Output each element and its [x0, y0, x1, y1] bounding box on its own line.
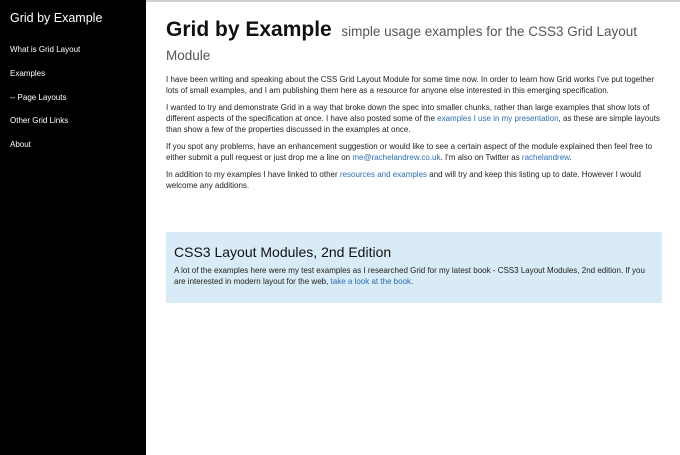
top-border	[146, 0, 680, 2]
text: I wanted to try and demonstrate Grid in a way that broke down the spec into smaller chunks, rather than large examples that show lots of different aspects of the specification at once. I have also posted some of the	[166, 103, 650, 123]
text: and will try and keep this listing up to date. However I would welcome any additions.	[166, 170, 641, 190]
email-link[interactable]: me@rachelandrew.co.uk	[352, 153, 441, 162]
book-link[interactable]: take a look at the book	[330, 277, 412, 286]
callout-text	[174, 265, 654, 287]
site-title[interactable]: Grid by Example	[10, 11, 103, 25]
presentation-examples-link[interactable]: examples I use in my presentation	[437, 114, 559, 123]
intro-paragraph-4	[166, 169, 666, 191]
book-callout	[166, 232, 662, 303]
text: , as these are simple layouts than show a few of the properties discussed in the examples at once.	[166, 114, 660, 134]
resources-link[interactable]: resources and examples	[339, 170, 428, 179]
callout-title: CSS3 Layout Modules, 2nd Edition	[174, 244, 392, 260]
sidebar	[0, 0, 146, 455]
intro-text	[166, 74, 666, 191]
main-content	[166, 18, 666, 191]
intro-paragraph-1: I have been writing and speaking about the CSS Grid Layout Module for some time now. In order to learn how Grid works I've put together lots of small examples, and I am publishing them here as a resource for anyone else interested in this emerging specification.	[166, 75, 655, 95]
page-title-main: Grid by Example	[166, 18, 332, 41]
nav-item-page-layouts[interactable]: -- Page Layouts	[10, 93, 67, 102]
page-subtitle: simple usage examples for the CSS3 Grid Layout Module	[166, 24, 638, 63]
nav-item-what-is-grid-layout[interactable]: What is Grid Layout	[10, 45, 81, 54]
intro-paragraph-2	[166, 102, 666, 135]
nav-item-other-grid-links[interactable]: Other Grid Links	[10, 116, 69, 125]
nav-item-examples[interactable]: Examples	[10, 69, 46, 78]
text: .	[569, 153, 572, 162]
text: .	[411, 277, 414, 286]
text: In addition to my examples I have linked to other	[166, 170, 340, 179]
intro-paragraph-3	[166, 141, 666, 163]
twitter-link[interactable]: rachelandrew	[521, 153, 570, 162]
text: A lot of the examples here were my test examples as I researched Grid for my latest book - CSS3 Layout Modules, 2nd edition. If you are interested in modern layout for the web,	[174, 266, 645, 286]
text: . I'm also on Twitter as	[440, 153, 522, 162]
text: If you spot any problems, have an enhancement suggestion or would like to see a certain aspect of the module explained then feel free to either submit a pull request or just drop me a line on	[166, 142, 653, 162]
nav-item-about[interactable]: About	[10, 140, 31, 149]
page-title	[166, 18, 666, 66]
